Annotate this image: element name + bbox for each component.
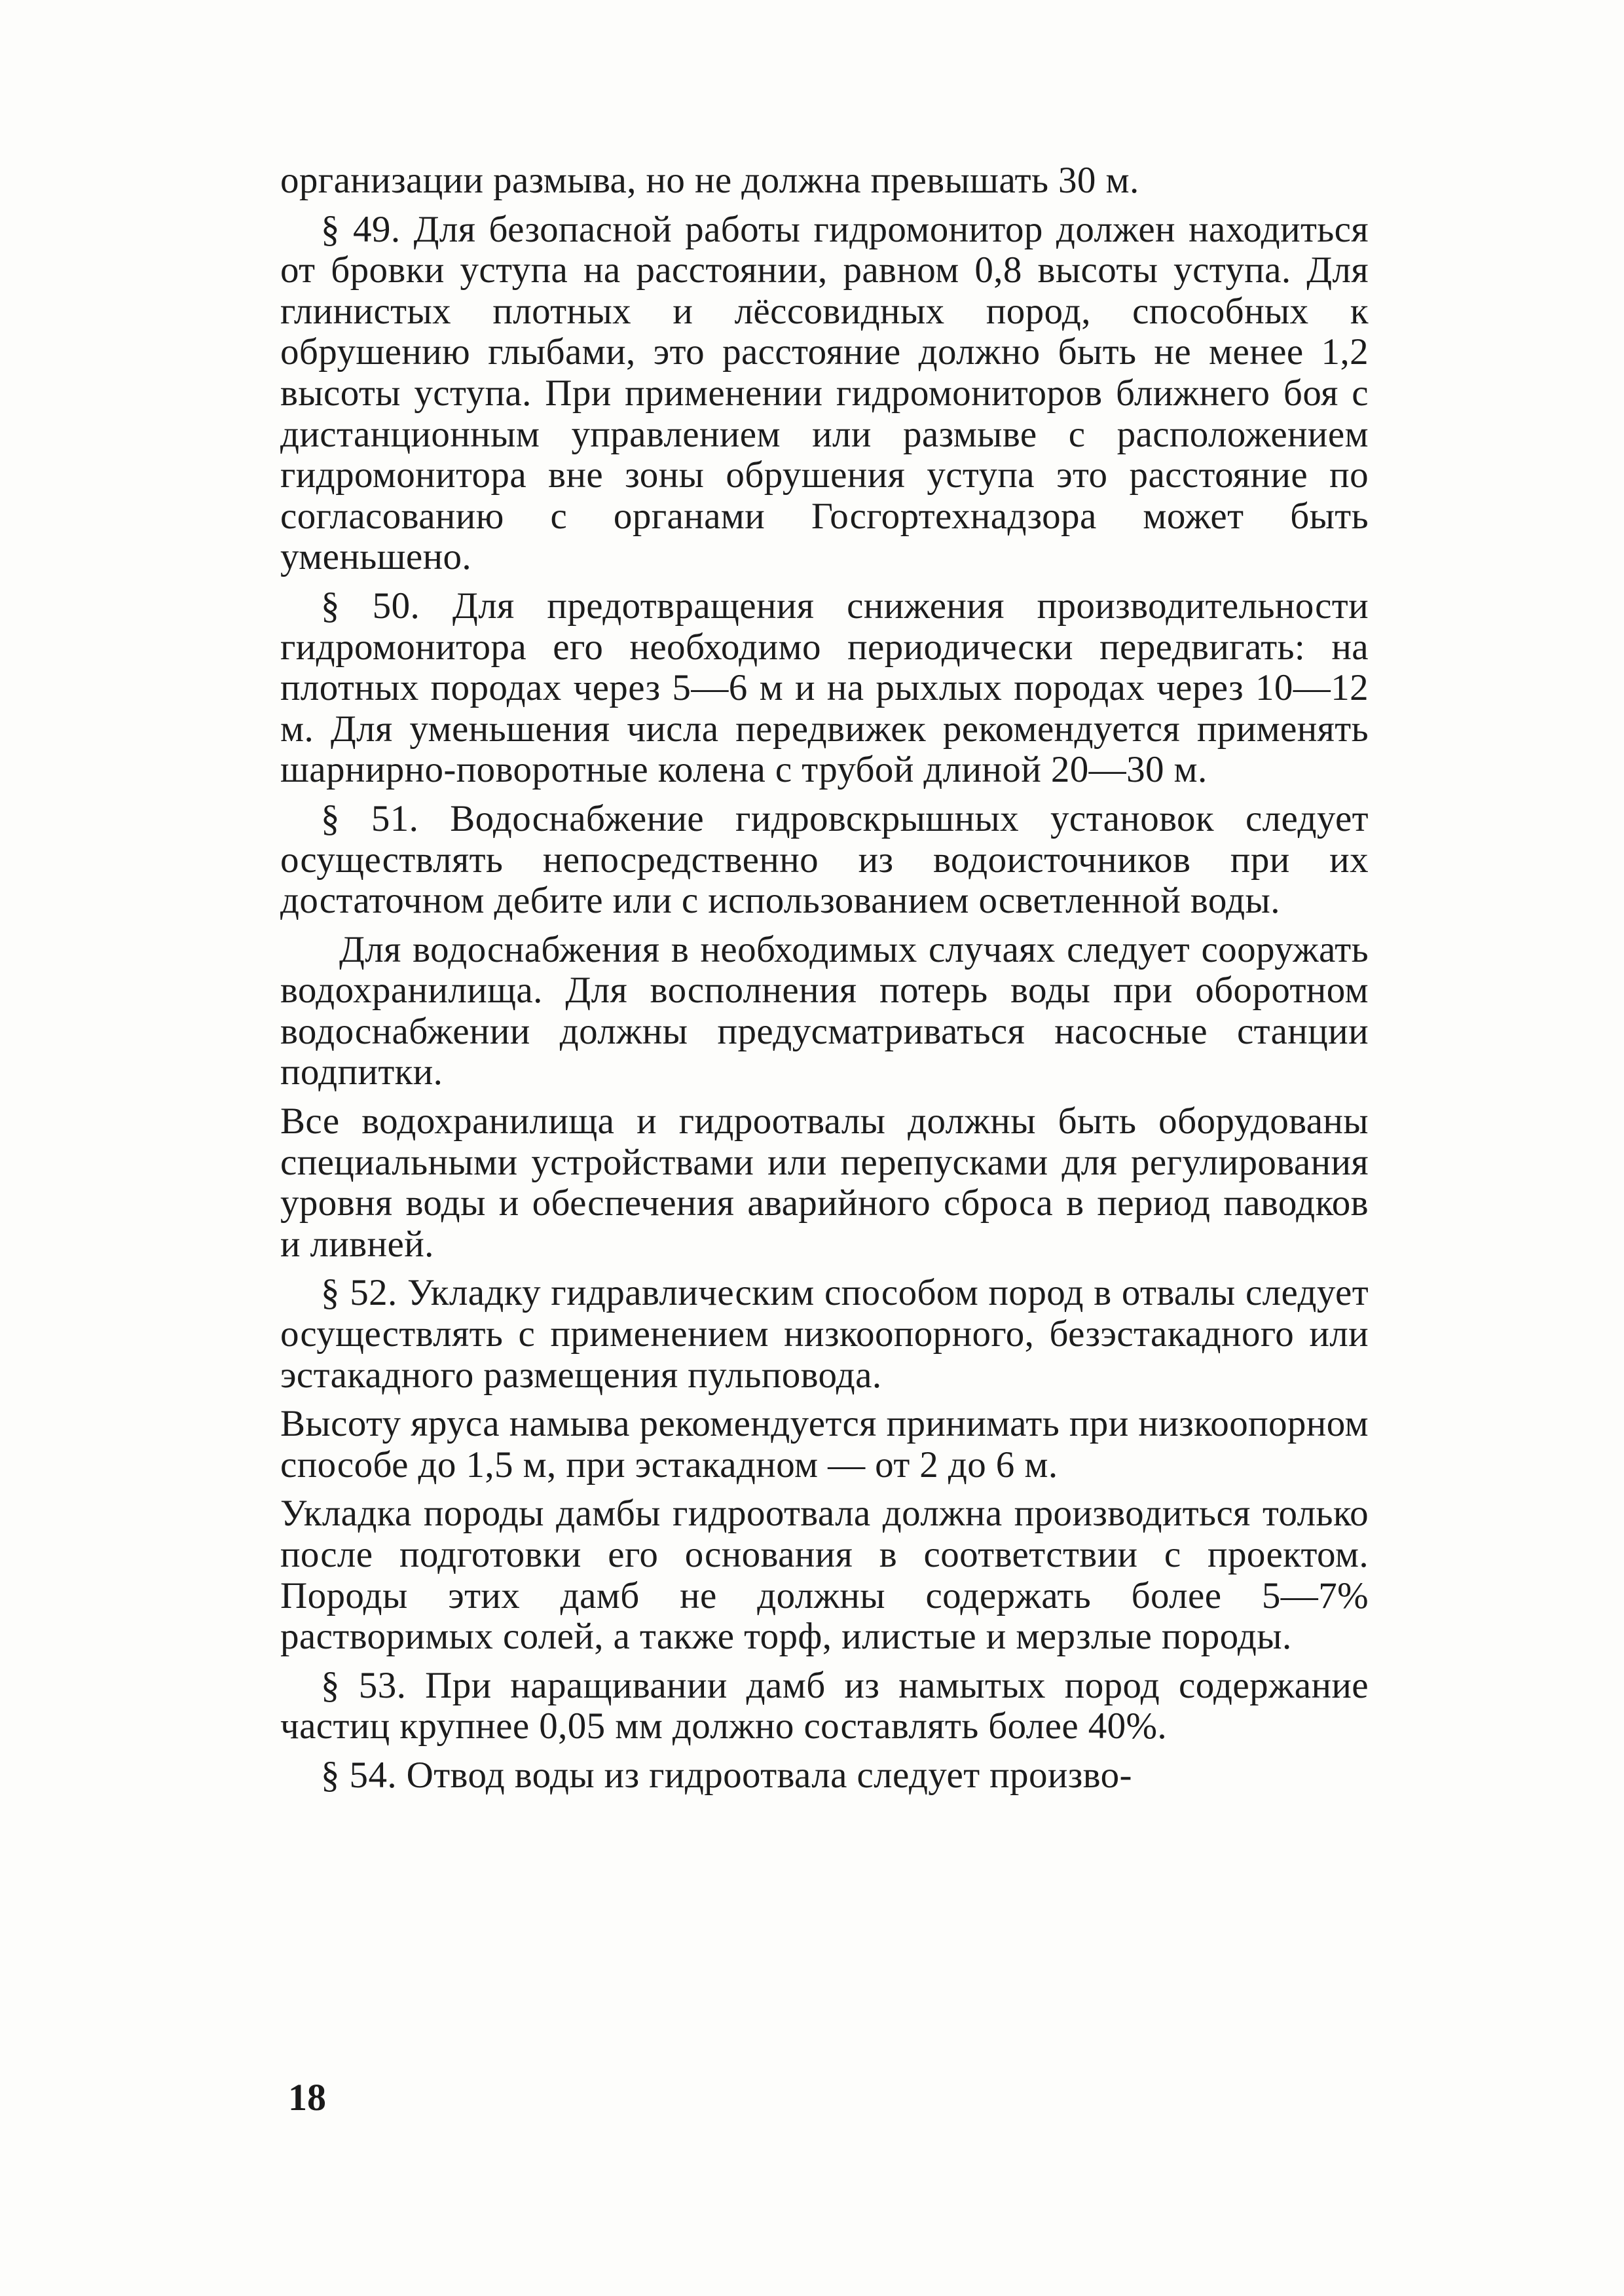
paragraph-51: § 51. Водоснабжение гидровскрышных установок следует осуществлять непосредственно из водоисточников при их достаточном дебите или с использованием осветленной воды. xyxy=(280,797,1369,922)
paragraph-53: § 53. При наращивании дамб из намытых пород содержание частиц крупнее 0,05 мм должно составлять более 40%. xyxy=(280,1664,1369,1747)
page-number: 18 xyxy=(288,2076,326,2119)
paragraph-54: § 54. Отвод воды из гидроотвала следует произво- xyxy=(321,1754,1132,1796)
paragraph-dam-laying: Укладка породы дамбы гидроотвала должна производиться только после подготовки его основания в соответствии с проектом. Породы этих дамб не должны содержать более 5—7% растворимых солей, а также торф, илистые и мерзлые породы. xyxy=(280,1493,1369,1658)
paragraph-49: § 49. Для безопасной работы гидромонитор должен находиться от бровки уступа на расстоянии, равном 0,8 высоты уступа. Для глинистых плотных и лёссовидных пород, способных к обрушению глыбами, это расстояние должно быть не менее 1,2 высоты уступа. При применении гидромониторов ближнего боя с дистанционным управлением или размыве с расположением гидромонитора вне зоны обрушения уступа это расстояние по согласованию с органами Госгортехнадзора может быть уменьшено. xyxy=(280,208,1369,578)
paragraph-50: § 50. Для предотвращения снижения производительности гидромонитора его необходимо периодически передвигать: на плотных породах через 5—6 м и на рыхлых породах через 10—12 м. Для уменьшения числа передвижек рекомендуется применять шарнирно-поворотные колена с трубой длиной 20—30 м. xyxy=(280,585,1369,791)
paragraph-52: § 52. Укладку гидравлическим способом пород в отвалы следует осуществлять с применением низкоопорного, безэстакадного или эстакадного размещения пульповода. xyxy=(280,1272,1369,1396)
paragraph-equipment: Все водохранилища и гидроотвалы должны быть оборудованы специальными устройствами или перепусками для регулирования уровня воды и обеспечения аварийного сброса в период паводков и ливней. xyxy=(280,1101,1369,1265)
paragraph-continuation: организации размыва, но не должна превышать 30 м. xyxy=(280,160,1139,201)
body-text xyxy=(280,160,1369,1804)
paragraph-water-reservoirs: Для водоснабжения в необходимых случаях следует сооружать водохранилища. Для восполнения потерь воды при оборотном водоснабжении должны предусматриваться насосные станции подпитки. xyxy=(280,928,1369,1093)
paragraph-tier-height: Высоту яруса намыва рекомендуется принимать при низкоопорном способе до 1,5 м, при эстакадном — от 2 до 6 м. xyxy=(280,1403,1369,1485)
